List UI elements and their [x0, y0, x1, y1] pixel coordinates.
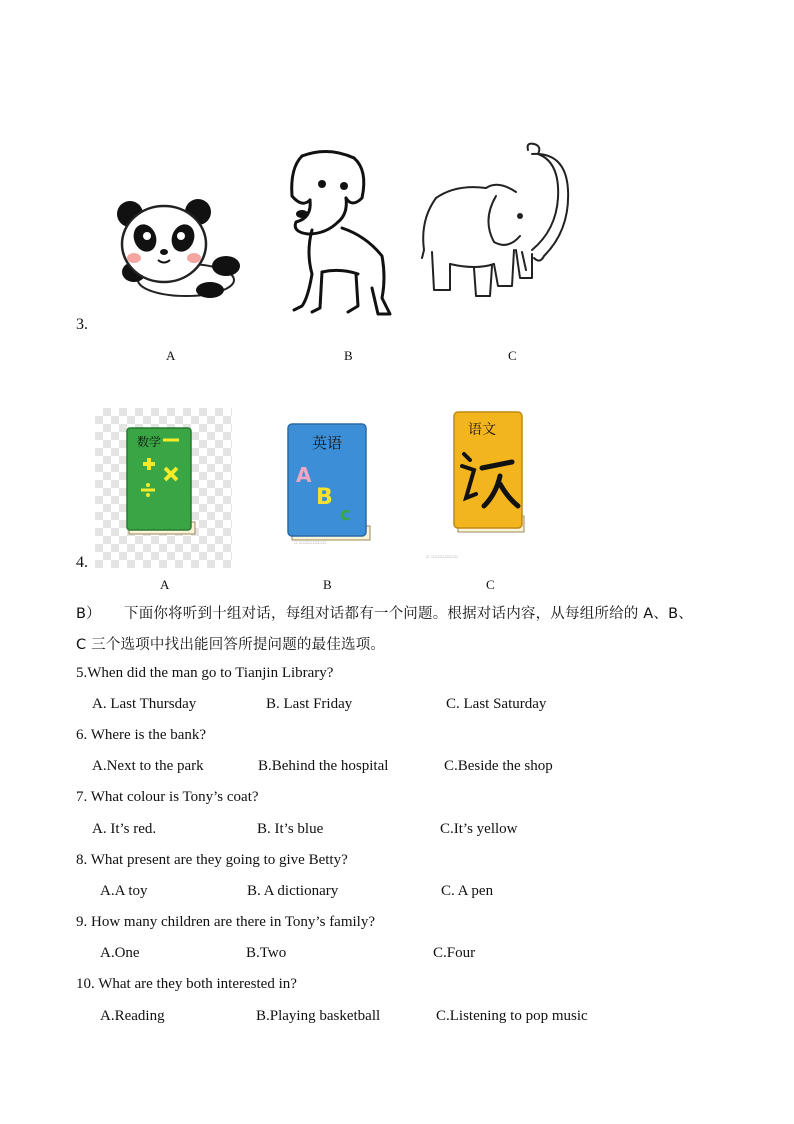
question-9-text: 9. How many children are there in Tony’s family?	[76, 914, 376, 930]
math-book-picture[interactable]	[95, 408, 232, 568]
question-7-option-c[interactable]: C.It’s yellow	[440, 821, 518, 837]
chinese-book-icon	[452, 410, 526, 536]
question-5-option-a[interactable]: A. Last Thursday	[92, 696, 197, 712]
question-8-option-b[interactable]: B. A dictionary	[247, 883, 339, 899]
svg-text:B: B	[316, 485, 333, 510]
instruction-line-2: C 三个选项中找出能回答所提问题的最佳选项。	[76, 637, 386, 653]
question-number: 3.	[76, 316, 88, 333]
instruction-line-1: 下面你将听到十组对话，每组对话都有一个问题。根据对话内容，从每组所给的 A、B、	[124, 606, 693, 622]
question-number: 4.	[76, 554, 88, 571]
chinese-book-picture[interactable]: 语文 ▫ ▫▫▫▫▫▫▫▫	[452, 410, 526, 536]
english-book-icon	[286, 420, 372, 546]
question-5-option-c[interactable]: C. Last Saturday	[446, 696, 547, 712]
dog-icon[interactable]	[282, 148, 392, 320]
english-book-cover-text: 英语	[312, 436, 343, 452]
question-9-option-b[interactable]: B.Two	[246, 945, 287, 961]
option-label-a: A	[160, 577, 170, 592]
question-8-option-c[interactable]: C. A pen	[441, 883, 494, 899]
question-10-option-b[interactable]: B.Playing basketball	[256, 1008, 381, 1024]
question-7-option-a[interactable]: A. It’s red.	[92, 821, 157, 837]
question-5-option-b[interactable]: B. Last Friday	[266, 696, 353, 712]
question-6-option-c[interactable]: C.Beside the shop	[444, 758, 553, 774]
option-label-c: C	[486, 577, 495, 592]
svg-text:c: c	[340, 504, 351, 525]
english-book-picture[interactable]: 英语 A B c ▫ ▫▫▫▫▫▫▫▫	[286, 420, 372, 546]
panda-icon[interactable]	[108, 188, 246, 304]
question-7-text: 7. What colour is Tony’s coat?	[76, 789, 259, 805]
question-9-option-c[interactable]: C.Four	[433, 945, 476, 961]
question-8-text: 8. What present are they going to give Betty?	[76, 852, 348, 868]
svg-text:A: A	[296, 463, 312, 487]
question-6-option-b[interactable]: B.Behind the hospital	[258, 758, 389, 774]
question-7-option-b[interactable]: B. It’s blue	[257, 821, 324, 837]
option-label-b: B	[344, 348, 353, 363]
math-book-cover-text: 数学	[137, 435, 162, 449]
question-10-option-a[interactable]: A.Reading	[100, 1008, 165, 1024]
option-label-b: B	[323, 577, 332, 592]
question-9-option-a[interactable]: A.One	[100, 945, 140, 961]
option-label-a: A	[166, 348, 176, 363]
math-book-icon	[125, 426, 197, 538]
question-8-option-a[interactable]: A.A toy	[100, 883, 148, 899]
chinese-book-cover-text: 语文	[468, 423, 496, 438]
question-10-text: 10. What are they both interested in?	[76, 976, 297, 992]
question-6-option-a[interactable]: A.Next to the park	[92, 758, 204, 774]
question-10-option-c[interactable]: C.Listening to pop music	[436, 1008, 588, 1024]
section-marker: B）	[76, 606, 101, 622]
question-6-text: 6. Where is the bank?	[76, 727, 207, 743]
elephant-icon[interactable]	[416, 140, 578, 300]
option-label-c: C	[508, 348, 517, 363]
question-5-text: 5.When did the man go to Tianjin Library?	[76, 665, 334, 681]
